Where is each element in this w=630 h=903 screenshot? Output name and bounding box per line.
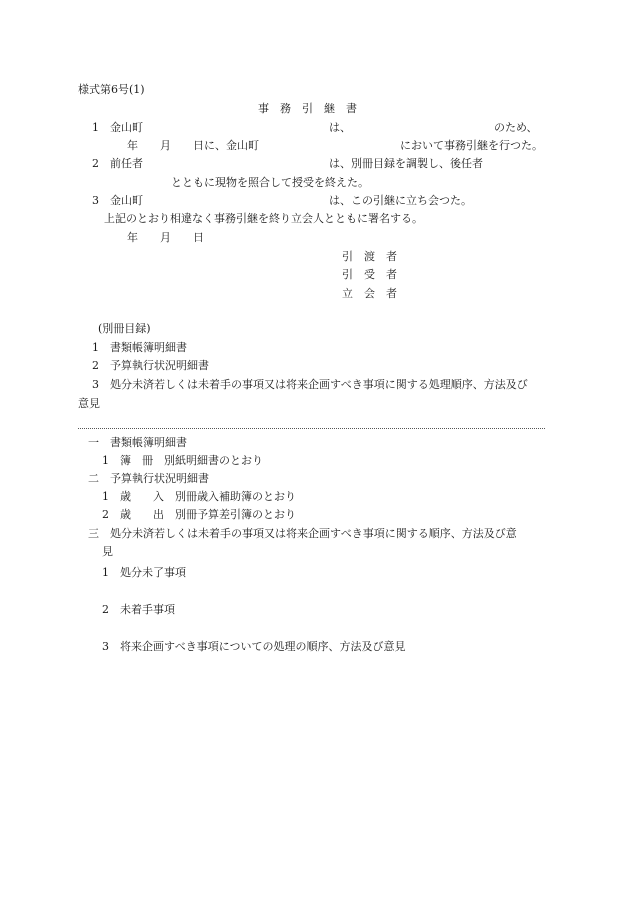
detail-section-3-item-1: 1 処分未了事項 (102, 566, 186, 579)
appendix-entry-3: 3 処分未済若しくは未着手の事項又は将来企画すべき事項に関する処理順序、方法及び (92, 378, 528, 391)
detail-section-3-item-2: 2 未着手事項 (102, 603, 175, 616)
item1-date-line: 年 月 日に、金山町 (127, 139, 259, 152)
form-number: 様式第6号(1) (78, 83, 145, 96)
detail-section-2-item-2: 2 歳 出 別冊予算差引簿のとおり (102, 508, 296, 521)
sign-date: 年 月 日 (127, 231, 204, 244)
detail-section-1-item-1: 1 簿 冊 別紙明細書のとおり (102, 454, 263, 467)
item1-label: 金山町 (110, 121, 143, 134)
item3-number: 3 (92, 194, 99, 207)
item2-line2: とともに現物を照合して授受を終えた。 (171, 176, 369, 189)
item1-suffix: において事務引継を行つた。 (400, 139, 543, 152)
document-title: 事 務 引 継 書 (258, 102, 357, 115)
detail-section-3-wrap: 見 (102, 545, 113, 558)
detail-section-2-item-1: 1 歳 入 別冊歳入補助簿のとおり (102, 490, 296, 503)
item1-number: 1 (92, 121, 99, 134)
appendix-entry-2: 2 予算執行状況明細書 (92, 359, 209, 372)
item1-wa: は、 (329, 121, 351, 134)
item2-text: は、別冊目録を調製し、後任者 (329, 157, 483, 170)
appendix-entry-3-wrap: 意見 (78, 397, 100, 410)
dotted-separator (78, 428, 545, 429)
item2-number: 2 (92, 157, 99, 170)
item3-label: 金山町 (110, 194, 143, 207)
appendix-heading: (別冊目録) (98, 322, 151, 335)
appendix-entry-1: 1 書類帳簿明細書 (92, 341, 187, 354)
signer-handover: 引 渡 者 (342, 250, 397, 263)
statement-text: 上記のとおり相違なく事務引継を終り立会人とともに署名する。 (104, 212, 423, 225)
signer-witness: 立 会 者 (342, 287, 397, 300)
detail-section-3: 三 処分未済若しくは未着手の事項又は将来企画すべき事項に関する順序、方法及び意 (88, 527, 517, 540)
item3-text: は、この引継に立ち会つた。 (329, 194, 472, 207)
detail-section-1: 一 書類帳簿明細書 (88, 436, 187, 449)
signer-receiver: 引 受 者 (342, 268, 397, 281)
item2-label: 前任者 (110, 157, 143, 170)
detail-section-3-item-3: 3 将来企画すべき事項についての処理の順序、方法及び意見 (102, 640, 406, 653)
item1-notame: のため、 (494, 121, 538, 134)
detail-section-2: 二 予算執行状況明細書 (88, 472, 209, 485)
